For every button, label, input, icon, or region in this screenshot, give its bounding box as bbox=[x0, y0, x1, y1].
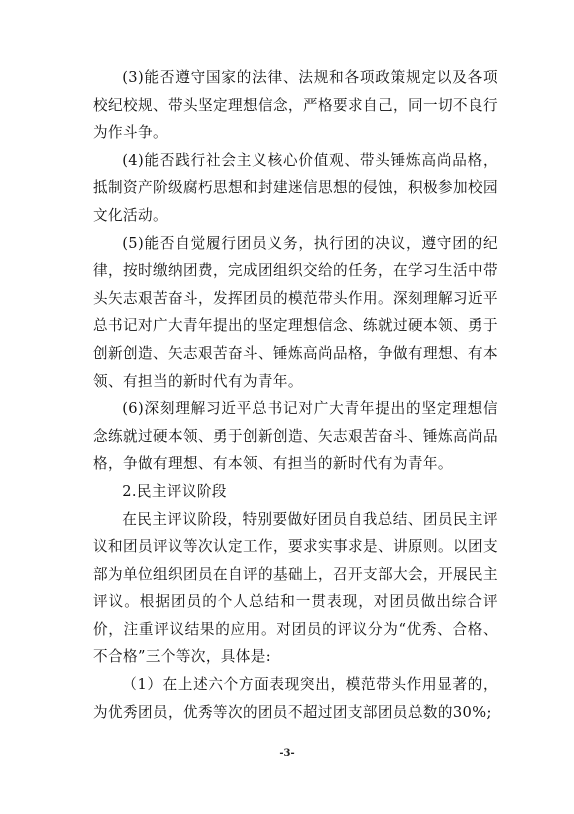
paragraph-item-4: (4)能否践行社会主义核心价值观、带头锤炼高尚品格，抵制资产阶级腐朽思想和封建迷信思想的侵蚀，积极参加校园文化活动。 bbox=[93, 151, 498, 224]
paragraph-item-3: (3)能否遵守国家的法律、法规和各项政策规定以及各项校纪校规、带头坚定理想信念，严格要求自己，同一切不良行为作斗争。 bbox=[93, 69, 498, 142]
section-heading-democratic-review: 2.民主评议阶段 bbox=[122, 482, 227, 500]
page-number: -3- bbox=[279, 748, 295, 759]
paragraph-item-5: (5)能否自觉履行团员义务，执行团的决议，遵守团的纪律，按时缴纳团费，完成团组织交给的任务，在学习生活中带头矢志艰苦奋斗，发挥团员的模范带头作用。深刻理解习近平总书记对广大青年提出的坚定理想信念、练就过硬本领、勇于创新创造、矢志艰苦奋斗、锤炼高尚品格，争做有理想、有本领、有担当的新时代有为青年。 bbox=[93, 234, 498, 390]
paragraph-review-stage: 在民主评议阶段，特别要做好团员自我总结、团员民主评议和团员评议等次认定工作，要求实事求是、讲原则。以团支部为单位组织团员在自评的基础上，召开支部大会，开展民主评议。根据团员的个人总结和一贯表现，对团员做出综合评价，注重评议结果的应用。对团员的评议分为“优秀、合格、不合格”三个等次，具体是: bbox=[93, 510, 498, 666]
paragraph-item-6: (6)深刻理解习近平总书记对广大青年提出的坚定理想信念练就过硬本领、勇于创新创造、矢志艰苦奋斗、锤炼高尚品格，争做有理想、有本领、有担当的新时代有为青年。 bbox=[93, 400, 498, 473]
paragraph-excellent-criteria: （1）在上述六个方面表现突出，模范带头作用显著的，为优秀团员，优秀等次的团员不超过团支部团员总数的30%; bbox=[93, 676, 498, 721]
document-body bbox=[93, 64, 498, 726]
